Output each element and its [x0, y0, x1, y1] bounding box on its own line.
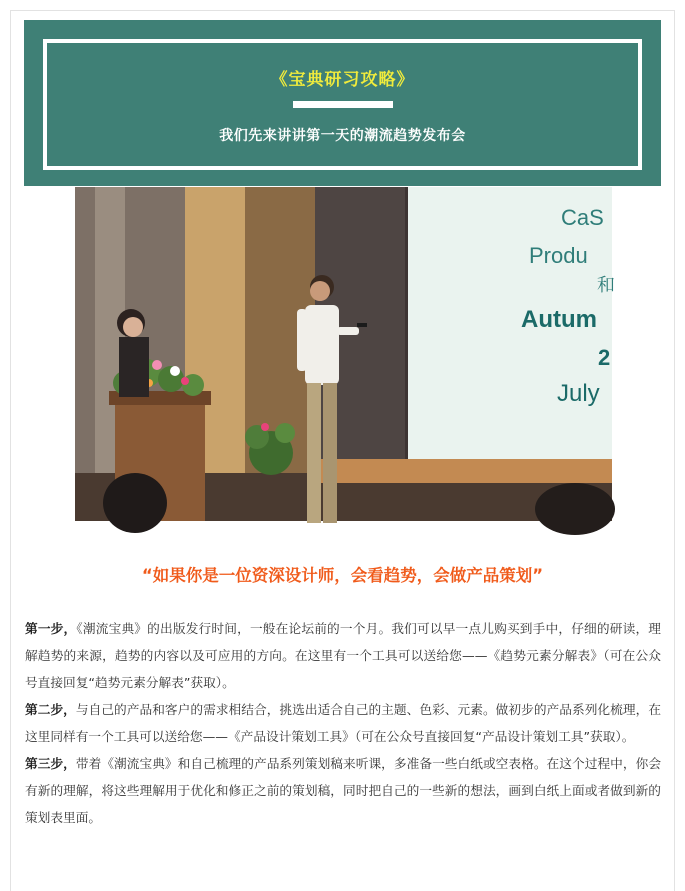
step-text-1: 《潮流宝典》的出版发行时间，一般在论坛前的一个月。我们可以早一点儿购买到手中，仔细的研读，理解趋势的来源，趋势的内容以及可应用的方向。在这里有一个工具可以送给您——《趋势元素分解表》（可在公众号直接回复“趋势元素分解表”获取）。 [25, 621, 661, 690]
screen-line-4: Autum [521, 306, 597, 333]
screen-line-2: Produ [529, 243, 588, 268]
step-label-3: 第三步， [25, 756, 76, 771]
banner-title: 《宝典研习攻略》 [270, 70, 415, 90]
step-paragraph-3 [25, 750, 661, 831]
screen-line-6: July [557, 380, 600, 407]
step-paragraph-1 [25, 615, 661, 696]
banner-subtitle: 我们先来讲讲第一天的潮流趋势发布会 [219, 128, 466, 144]
step-text-2: 与自己的产品和客户的需求相结合，挑选出适合自己的主题、色彩、元素。做初步的产品系列化梳理，在这里同样有一个工具可以送给您——《产品设计策划工具》（可在公众号直接回复“产品设计策划工具”获取）。 [25, 702, 662, 744]
conference-photo-graphic [75, 187, 615, 521]
screen-line-1: CaS [561, 205, 604, 230]
screen-line-3: 和 [597, 275, 615, 295]
step-paragraph-2 [25, 696, 661, 750]
article-page [10, 10, 675, 891]
screen-line-5: 2 [598, 345, 611, 370]
highlight-quote: “如果你是一位资深设计师，会看趋势，会做产品策划” [141, 566, 544, 585]
banner-divider [293, 101, 393, 108]
banner-frame [43, 39, 642, 170]
header-banner [24, 20, 661, 186]
step-label-2: 第二步， [25, 702, 76, 717]
steps-text [25, 615, 661, 831]
conference-photo [75, 187, 615, 521]
step-label-1: 第一步， [25, 621, 77, 636]
step-text-3: 带着《潮流宝典》和自己梳理的产品系列策划稿来听课，多准备一些白纸或空表格。在这个过程中，你会有新的理解，将这些理解用于优化和修正之前的策划稿，同时把自己的一些新的想法，画到白纸上面或者做到新的策划表里面。 [25, 756, 662, 825]
